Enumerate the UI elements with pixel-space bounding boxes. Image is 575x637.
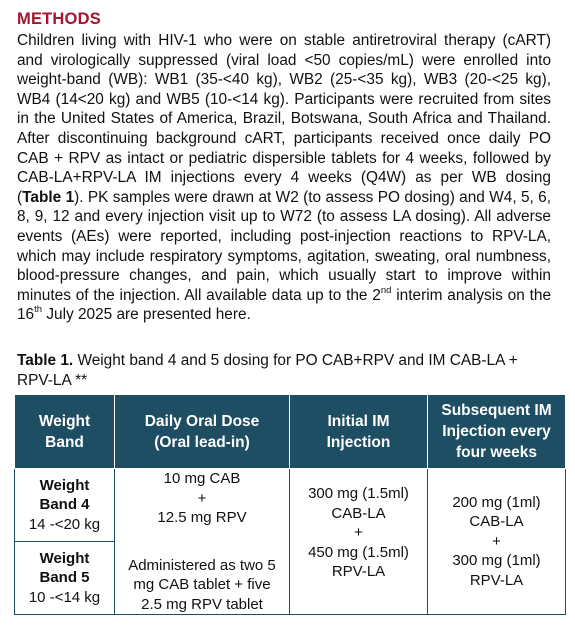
para-text-2: ). PK samples were drawn at W2 (to assess PO dosing) and W4, 5, 6, 8, 9, 12 and every injection visit up to W72 (to assess LA dosing). All adverse events (AEs) were reported, including post-injection reactions to RPV-LA, which may include respiratory symptoms, agitation, sweating, oral numbness, blood-pressure changes, and pain, which usually start to improve within minutes of the injection. All available data up to the 2 xyxy=(17,188,552,304)
table-header-row xyxy=(15,395,566,469)
header-subsequent-im-injection: Subsequent IM Injection every four weeks xyxy=(428,395,566,469)
para-text-1: Children living with HIV-1 who were on stable antiretroviral therapy (cART) and virologically suppressed (viral load <50 copies/mL) were enrolled into weight-band (WB): WB1 (35-<40 kg), WB2 (25-<35 kg), WB3 (20-<25 kg), WB4 (14<20 kg) and WB5 (10-<14 kg). Participants were recruited from sites in the United States of America, Brazil, Botswana, South Africa and Thailand. After discontinuing background cART, participants received once daily PO CAB + RPV as intact or pediatric dispersible tablets for 4 weeks, followed by CAB-LA+RPV-LA IM injections every 4 weeks (Q4W) as per WB dosing ( xyxy=(17,32,551,206)
header-initial-im-injection: Initial IM Injection xyxy=(290,395,428,469)
para-text-3: interim analysis on the 16 xyxy=(17,286,552,324)
oral-dose-cell: 10 mg CAB + 12.5 mg RPV Administered as two 5 mg CAB tablet + five 2.5 mg RPV tablet xyxy=(115,469,290,615)
caption-text: Weight band 4 and 5 dosing for PO CAB+RPV and IM CAB-LA + RPV-LA ** xyxy=(17,352,518,389)
weight-band-5-cell: Weight Band 5 10 -<14 kg xyxy=(15,542,115,615)
methods-paragraph xyxy=(17,31,551,325)
initial-injection-cell: 300 mg (1.5ml) CAB-LA + 450 mg (1.5ml) RPV-LA xyxy=(290,469,428,615)
table-row xyxy=(15,469,566,542)
subsequent-injection-cell: 200 mg (1ml) CAB-LA + 300 mg (1ml) RPV-LA xyxy=(428,469,566,615)
table-caption xyxy=(17,351,557,390)
header-daily-oral-dose: Daily Oral Dose (Oral lead-in) xyxy=(115,395,290,469)
caption-label: Table 1. xyxy=(17,352,74,369)
weight-band-4-cell: Weight Band 4 14 -<20 kg xyxy=(15,469,115,542)
header-weight-band: Weight Band xyxy=(15,395,115,469)
para-text-4: July 2025 are presented here. xyxy=(42,306,251,324)
ordinal-suffix-1: nd xyxy=(380,284,392,296)
dosing-table xyxy=(14,394,566,615)
table-ref: Table 1 xyxy=(22,188,75,206)
ordinal-suffix-2: th xyxy=(34,304,43,316)
section-heading: METHODS xyxy=(17,10,101,28)
